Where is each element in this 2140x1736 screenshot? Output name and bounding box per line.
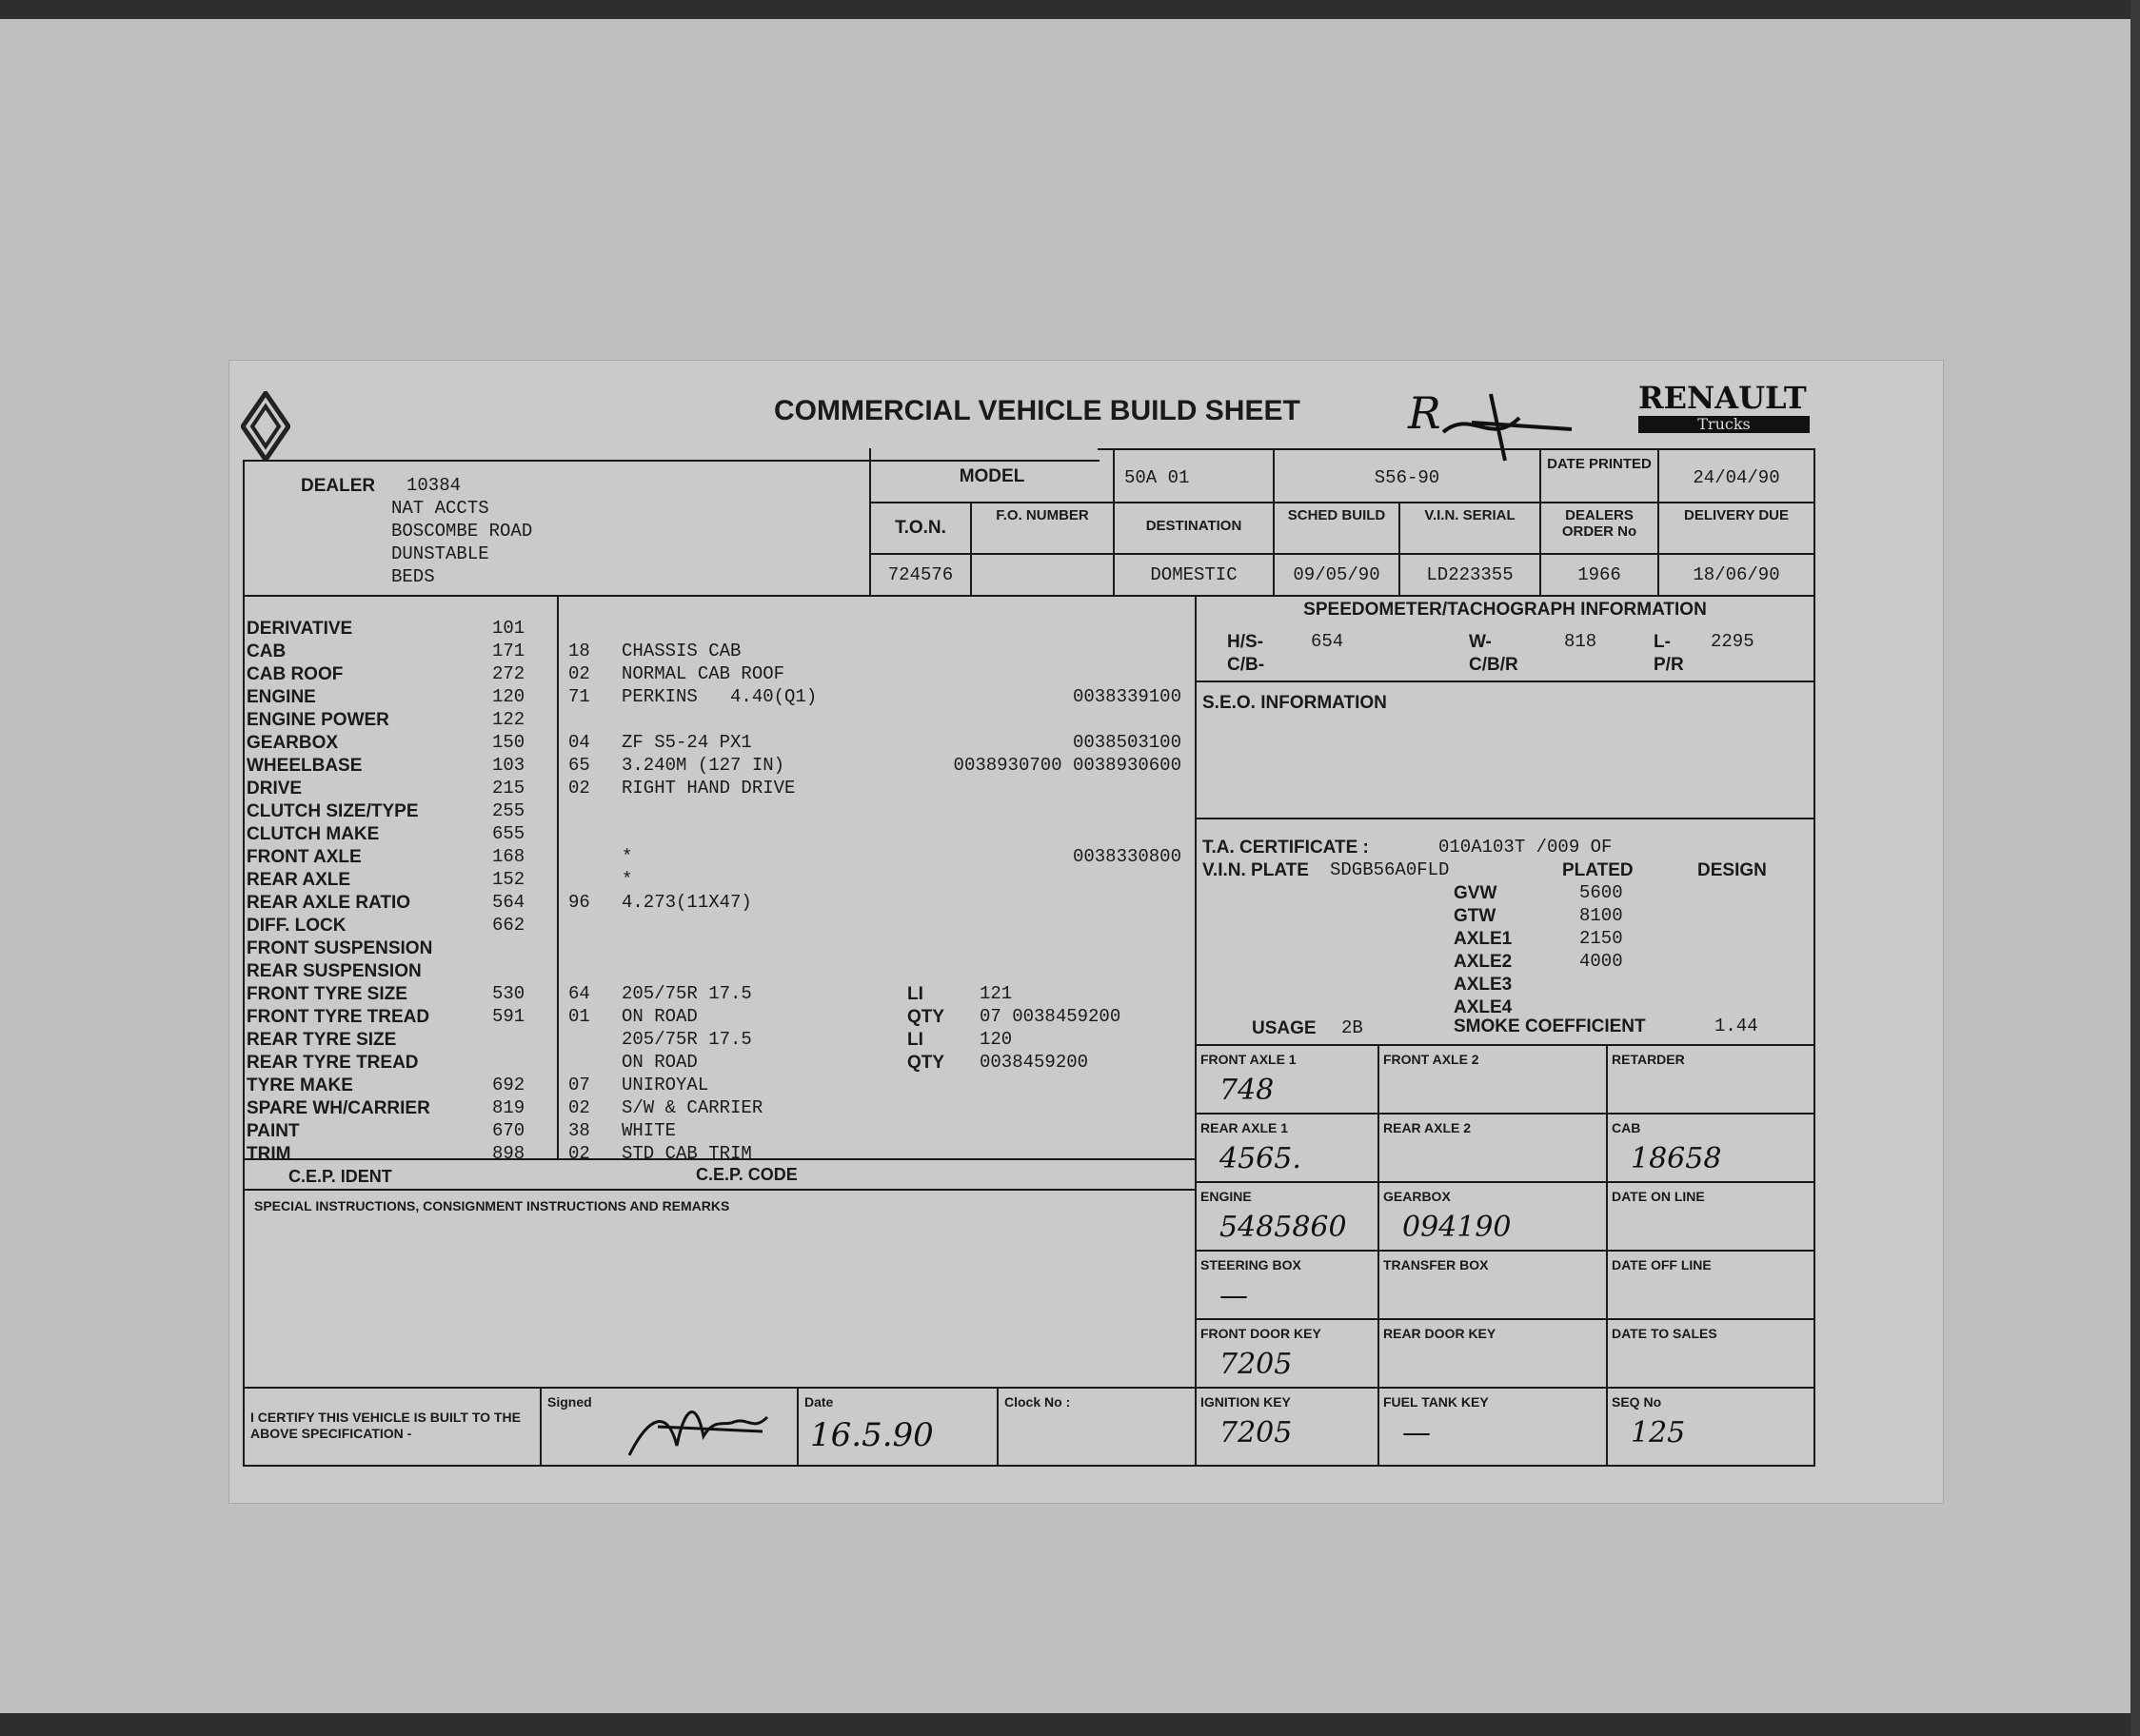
date-label: Date [804, 1394, 834, 1410]
spec-description: CHASSIS CAB [622, 641, 742, 661]
renault-logo-icon [241, 391, 290, 462]
w-label: W- [1469, 632, 1492, 652]
spec-code: 101 [492, 618, 525, 639]
tyre-extra-label: QTY [907, 1007, 945, 1027]
grid-cell-label: GEARBOX [1383, 1189, 1451, 1204]
spec-code: 692 [492, 1075, 525, 1095]
vin-plate-value: SDGB56A0FLD [1330, 859, 1450, 880]
spec-label: TYRE MAKE [247, 1075, 353, 1095]
ta-weight-plated: 2150 [1579, 928, 1623, 949]
spec-label: CLUTCH SIZE/TYPE [247, 801, 419, 821]
spec-option: 01 [568, 1006, 590, 1027]
spec-code: 150 [492, 732, 525, 753]
model-series: S56-90 [1374, 467, 1440, 488]
usage-value: 2B [1341, 1017, 1363, 1038]
tyre-extra-value: 07 0038459200 [980, 1006, 1121, 1027]
spec-label: FRONT TYRE SIZE [247, 984, 407, 1004]
cep-ident-label: C.E.P. IDENT [288, 1167, 392, 1186]
spec-description: ON ROAD [622, 1006, 698, 1027]
vin-serial-label: V.I.N. SERIAL [1424, 507, 1516, 523]
scan-border-right [2130, 0, 2140, 1736]
spec-label: FRONT TYRE TREAD [247, 1007, 430, 1027]
ta-weight-plated: 8100 [1579, 905, 1623, 926]
spec-label: PAINT [247, 1121, 300, 1141]
grid-cell-value: — [1219, 1279, 1248, 1312]
grid-cell-label: IGNITION KEY [1200, 1394, 1291, 1410]
grid-cell-label: DATE TO SALES [1612, 1326, 1717, 1341]
ta-weight-plated: 5600 [1579, 882, 1623, 903]
spec-part-number: 0038930700 0038930600 [953, 755, 1181, 776]
l-label: L- [1654, 632, 1671, 652]
fo-label: F.O. NUMBER [996, 507, 1089, 523]
date-printed-label: DATE PRINTED [1547, 456, 1652, 472]
spec-label: GEARBOX [247, 733, 339, 753]
spec-option: 65 [568, 755, 590, 776]
grid-cell-label: DATE OFF LINE [1612, 1257, 1712, 1272]
ta-weight-label: AXLE3 [1454, 975, 1513, 995]
spec-description: * [622, 846, 633, 867]
spec-description: * [622, 869, 633, 890]
grid-cell-label: FRONT AXLE 1 [1200, 1052, 1297, 1067]
spec-code: 122 [492, 709, 525, 730]
dealer-line: BOSCOMBE ROAD [391, 521, 533, 542]
spec-description: ON ROAD [622, 1052, 698, 1073]
clock-label: Clock No : [1004, 1394, 1071, 1410]
plated-label: PLATED [1562, 860, 1634, 880]
grid-cell-label: STEERING BOX [1200, 1257, 1301, 1272]
cep-code-label: C.E.P. CODE [696, 1165, 798, 1184]
initials-mark: R [1408, 387, 1441, 439]
spec-label: REAR SUSPENSION [247, 961, 422, 981]
grid-cell-label: FUEL TANK KEY [1383, 1394, 1489, 1410]
spec-code: 120 [492, 686, 525, 707]
build-sheet [228, 360, 1944, 1504]
grid-cell-value: 5485860 [1219, 1211, 1347, 1244]
date-printed: 24/04/90 [1693, 467, 1780, 488]
spec-option: 02 [568, 663, 590, 684]
spec-description: 205/75R 17.5 [622, 983, 752, 1004]
grid-cell-label: TRANSFER BOX [1383, 1257, 1489, 1272]
spec-label: ENGINE POWER [247, 710, 389, 730]
spec-part-number: 0038330800 [1072, 846, 1181, 867]
spec-description: WHITE [622, 1120, 677, 1141]
l-value: 2295 [1711, 631, 1754, 652]
hs-value: 654 [1311, 631, 1344, 652]
spec-label: CAB ROOF [247, 664, 344, 684]
spec-description: 3.240M (127 IN) [622, 755, 785, 776]
tyre-extra-value: 0038459200 [980, 1052, 1089, 1073]
spec-code: 168 [492, 846, 525, 867]
ta-weight-label: GVW [1454, 883, 1497, 903]
spec-code: 215 [492, 778, 525, 799]
special-instructions-label: SPECIAL INSTRUCTIONS, CONSIGNMENT INSTRUCTIONS AND REMARKS [254, 1198, 730, 1213]
spec-label: WHEELBASE [247, 756, 363, 776]
spec-code: 255 [492, 800, 525, 821]
dealers-order-label: DEALERS ORDER No [1561, 507, 1637, 541]
scan-border-top [0, 0, 2140, 19]
spec-code: 591 [492, 1006, 525, 1027]
grid-cell-value: 125 [1631, 1416, 1686, 1450]
ta-weight-plated: 4000 [1579, 951, 1623, 972]
destination-label: DESTINATION [1145, 518, 1242, 534]
spec-option: 38 [568, 1120, 590, 1141]
delivery-due-value: 18/06/90 [1693, 564, 1780, 585]
ta-weight-label: AXLE2 [1454, 952, 1513, 972]
spec-code: 103 [492, 755, 525, 776]
spec-label: CLUTCH MAKE [247, 824, 380, 844]
date-value: 16.5.90 [810, 1416, 934, 1454]
grid-cell-value: 7205 [1219, 1416, 1293, 1450]
sheet-title: COMMERCIAL VEHICLE BUILD SHEET [774, 395, 1300, 426]
tyre-extra-value: 121 [980, 983, 1013, 1004]
ta-cert-label: T.A. CERTIFICATE : [1202, 838, 1369, 858]
spec-description: ZF S5-24 PX1 [622, 732, 752, 753]
spec-part-number: 0038503100 [1072, 732, 1181, 753]
spec-option: 18 [568, 641, 590, 661]
signature-icon [610, 1389, 782, 1465]
grid-cell-label: CAB [1612, 1120, 1641, 1135]
dealer-line: BEDS [391, 566, 435, 587]
spec-label: REAR TYRE SIZE [247, 1030, 397, 1050]
spec-option: 07 [568, 1075, 590, 1095]
spec-label: TRIM [247, 1144, 291, 1164]
dealer-number: 10384 [406, 475, 462, 496]
ta-weight-label: AXLE4 [1454, 997, 1513, 1017]
grid-cell-value: 18658 [1631, 1142, 1722, 1175]
vin-plate-label: V.I.N. PLATE [1202, 860, 1309, 880]
spec-description: 4.273(11X47) [622, 892, 752, 913]
hs-label: H/S- [1227, 632, 1263, 652]
tyre-extra-label: QTY [907, 1053, 945, 1073]
ta-weight-label: GTW [1454, 906, 1496, 926]
spec-description: UNIROYAL [622, 1075, 709, 1095]
spec-option: 02 [568, 1143, 590, 1164]
spec-label: FRONT SUSPENSION [247, 938, 433, 958]
grid-cell-label: REAR DOOR KEY [1383, 1326, 1496, 1341]
pr-label: P/R [1654, 655, 1684, 675]
dealer-line: DUNSTABLE [391, 543, 489, 564]
ton-label: T.O.N. [895, 518, 946, 538]
grid-cell-label: REAR AXLE 2 [1383, 1120, 1472, 1135]
spec-code: 530 [492, 983, 525, 1004]
usage-label: USAGE [1252, 1018, 1317, 1038]
spec-description: STD CAB TRIM [622, 1143, 752, 1164]
cbr-label: C/B/R [1469, 655, 1518, 675]
grid-cell-label: SEQ No [1612, 1394, 1662, 1410]
spec-part-number: 0038339100 [1072, 686, 1181, 707]
grid-cell-value: 7205 [1219, 1348, 1293, 1381]
spec-code: 564 [492, 892, 525, 913]
ton-value: 724576 [887, 564, 954, 585]
spec-option: 02 [568, 778, 590, 799]
grid-cell-label: RETARDER [1612, 1052, 1685, 1067]
tyre-extra-label: LI [907, 1030, 923, 1050]
spec-description: PERKINS 4.40(Q1) [622, 686, 818, 707]
signed-label: Signed [547, 1394, 592, 1410]
sched-build-value: 09/05/90 [1293, 564, 1380, 585]
seo-label: S.E.O. INFORMATION [1202, 693, 1387, 713]
spec-code: 898 [492, 1143, 525, 1164]
spec-option: 02 [568, 1097, 590, 1118]
cb-label: C/B- [1227, 655, 1265, 675]
spec-code: 171 [492, 641, 525, 661]
design-label: DESIGN [1697, 860, 1767, 880]
spec-label: DERIVATIVE [247, 619, 353, 639]
w-value: 818 [1564, 631, 1597, 652]
spec-label: REAR AXLE [247, 870, 351, 890]
spec-description: NORMAL CAB ROOF [622, 663, 785, 684]
spec-label: REAR TYRE TREAD [247, 1053, 419, 1073]
grid-cell-label: REAR AXLE 1 [1200, 1120, 1289, 1135]
destination-value: DOMESTIC [1150, 564, 1238, 585]
spec-label: REAR AXLE RATIO [247, 893, 411, 913]
spec-option: 04 [568, 732, 590, 753]
spec-code: 152 [492, 869, 525, 890]
tyre-extra-label: LI [907, 984, 923, 1004]
grid-cell-value: 748 [1219, 1074, 1275, 1107]
dealer-line: NAT ACCTS [391, 498, 489, 519]
spec-label: DIFF. LOCK [247, 916, 347, 936]
spec-code: 655 [492, 823, 525, 844]
smoke-label: SMOKE COEFFICIENT [1454, 1016, 1646, 1036]
certify-text: I CERTIFY THIS VEHICLE IS BUILT TO THE ABOVE SPECIFICATION - [250, 1410, 521, 1441]
ta-weight-label: AXLE1 [1454, 929, 1513, 949]
brand-name: RENAULT [1638, 380, 1807, 416]
grid-cell-label: FRONT AXLE 2 [1383, 1052, 1479, 1067]
grid-cell-label: FRONT DOOR KEY [1200, 1326, 1321, 1341]
spec-description: 205/75R 17.5 [622, 1029, 752, 1050]
tyre-extra-value: 120 [980, 1029, 1013, 1050]
ta-cert-value: 010A103T /009 OF [1438, 837, 1613, 858]
model-label: MODEL [959, 466, 1025, 486]
spec-option: 96 [568, 892, 590, 913]
spec-description: RIGHT HAND DRIVE [622, 778, 796, 799]
spec-label: CAB [247, 641, 287, 661]
spec-code: 819 [492, 1097, 525, 1118]
grid-cell-label: ENGINE [1200, 1189, 1252, 1204]
spec-description: S/W & CARRIER [622, 1097, 763, 1118]
grid-cell-value: 094190 [1402, 1211, 1512, 1244]
dealers-order-value: 1966 [1577, 564, 1621, 585]
model-value: 50A 01 [1124, 467, 1190, 488]
delivery-due-label: DELIVERY DUE [1683, 507, 1790, 523]
brand-sub: Trucks [1638, 416, 1810, 433]
spec-label: SPARE WH/CARRIER [247, 1098, 430, 1118]
grid-cell-value: 4565. [1219, 1142, 1301, 1175]
speedo-heading: SPEEDOMETER/TACHOGRAPH INFORMATION [1303, 600, 1707, 620]
dealer-label: DEALER [301, 476, 376, 496]
spec-code: 670 [492, 1120, 525, 1141]
smoke-value: 1.44 [1714, 1016, 1758, 1036]
grid-cell-value: — [1402, 1416, 1431, 1450]
spec-option: 71 [568, 686, 590, 707]
spec-code: 272 [492, 663, 525, 684]
spec-code: 662 [492, 915, 525, 936]
grid-cell-label: DATE ON LINE [1612, 1189, 1705, 1204]
initials-scrawl-icon [1434, 389, 1576, 465]
spec-label: DRIVE [247, 779, 303, 799]
spec-option: 64 [568, 983, 590, 1004]
spec-label: FRONT AXLE [247, 847, 362, 867]
sched-build-label: SCHED BUILD [1287, 507, 1386, 523]
vin-serial-value: LD223355 [1426, 564, 1514, 585]
spec-label: ENGINE [247, 687, 316, 707]
scan-border-bottom [0, 1713, 2140, 1736]
